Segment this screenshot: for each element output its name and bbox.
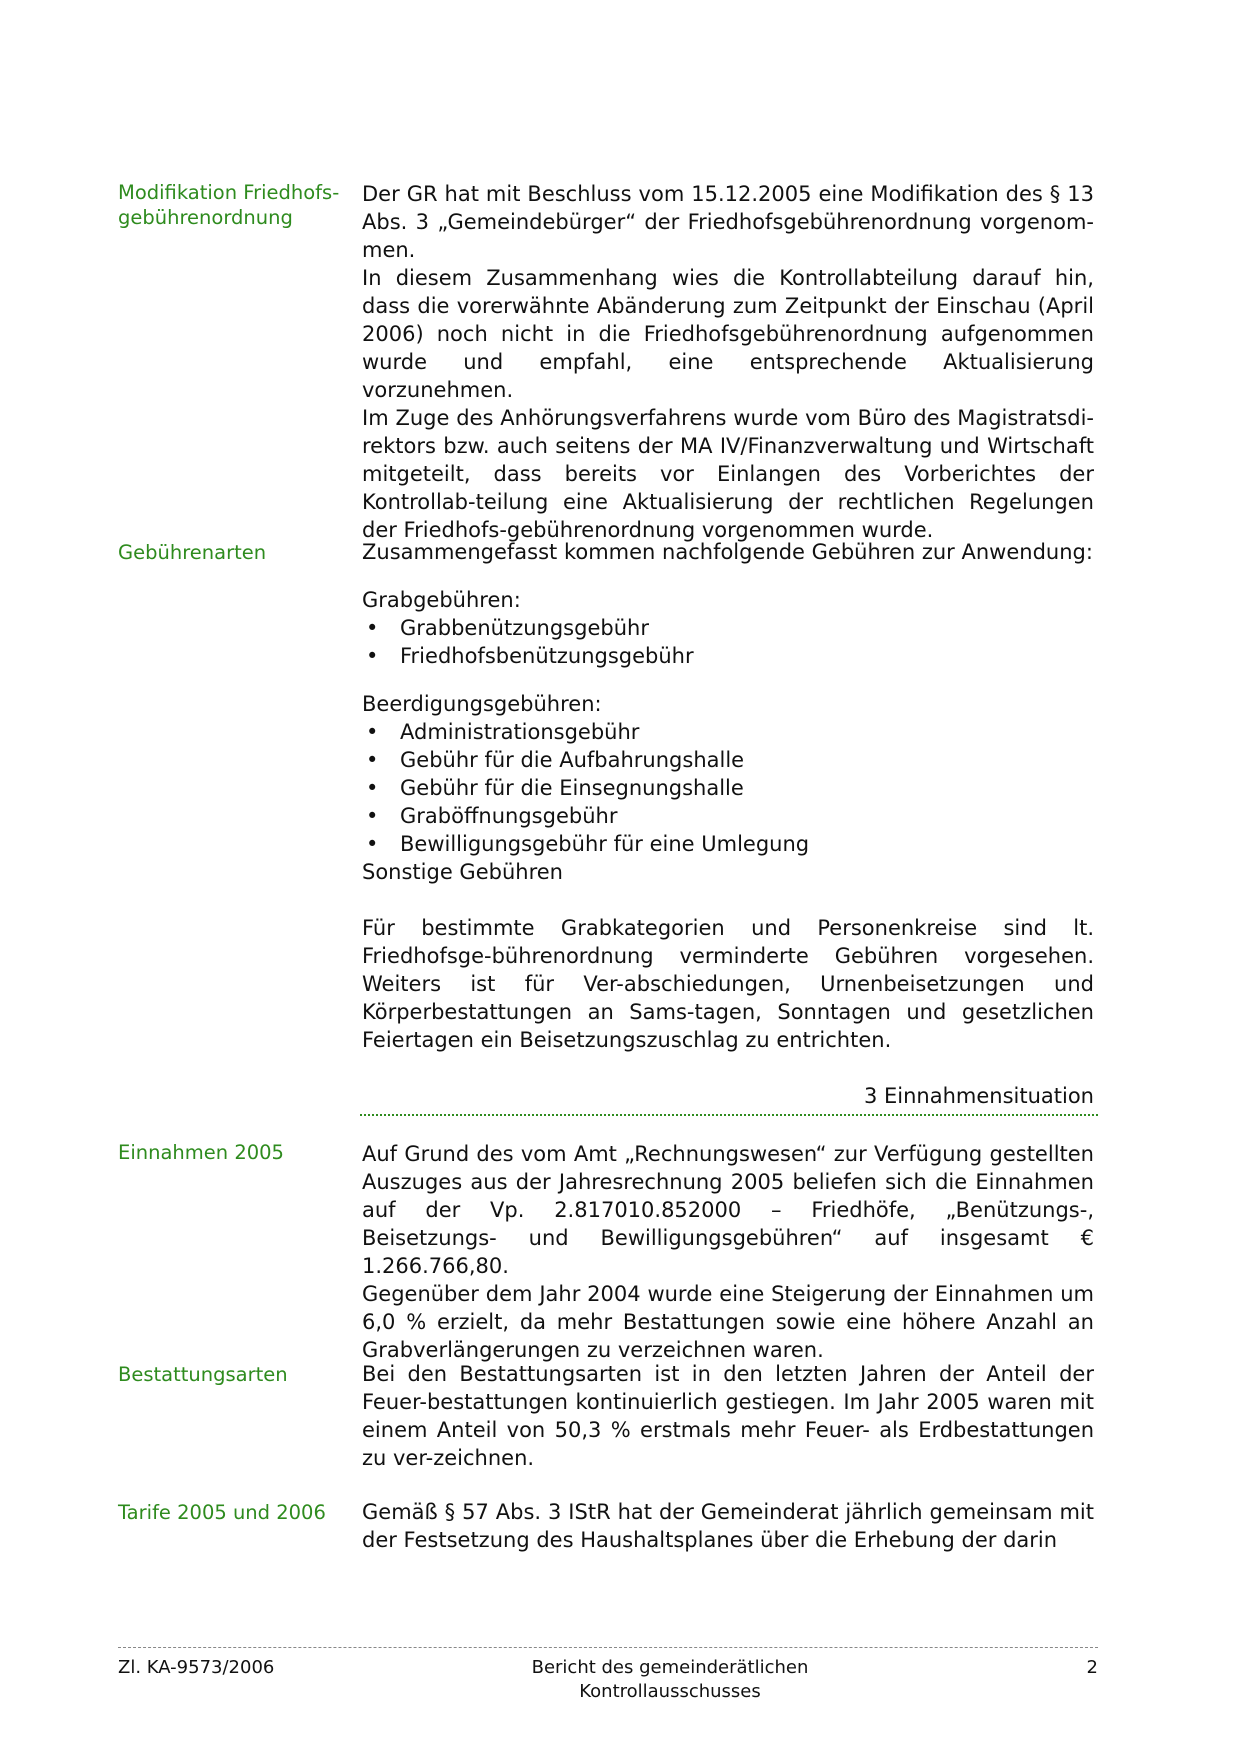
paragraph: Gegenüber dem Jahr 2004 wurde eine Steigerung der Einnahmen um 6,0 % erzielt, da mehr Bestattungen sowie eine höhere Anzahl an Grabverlängerungen zu verzeichnen waren. xyxy=(362,1282,1094,1362)
page-number: 2 xyxy=(1086,1657,1098,1678)
section-divider xyxy=(360,1114,1098,1116)
bullet-icon: • xyxy=(366,832,379,856)
paragraph-sonstige: Sonstige Gebühren xyxy=(362,860,563,884)
bullet-icon: • xyxy=(366,720,379,744)
list-item: • Gebühr für die Aufbahrungshalle xyxy=(366,748,745,772)
paragraph: Bei den Bestattungsarten ist in den letzten Jahren der Anteil der Feuer-bestattungen kontinuierlich gestiegen. Im Jahr 2005 waren mit einem Anteil von 50,3 % erstmals mehr Feuer- als Erdbestattungen zu ver-zeichnen. xyxy=(362,1362,1094,1470)
paragraph: Auf Grund des vom Amt „Rechnungswesen“ zur Verfügung gestellten Auszuges aus der Jahresrechnung 2005 beliefen sich die Einnahmen auf der Vp. 2.817010.852000 – Friedhöfe, „Benützungs-, Beisetzungs- und Bewilligungsgebühren“ auf insgesamt € 1.266.766,80. xyxy=(362,1142,1094,1278)
paragraph: Im Zuge des Anhörungsverfahrens wurde vom Büro des Magistratsdi-rektors bzw. auch seitens der MA IV/Finanzverwaltung und Wirtschaft mitgeteilt, dass bereits vor Einlangen des Vorberichtes der Kontrollab-teilung eine Aktualisierung der rechtlichen Regelungen der Friedhofs-gebührenordnung vorgenommen wurde. xyxy=(362,406,1094,542)
bullet-icon: • xyxy=(366,748,379,772)
margin-label-gebuehrenarten: Gebührenarten xyxy=(118,541,267,564)
list-grabgebuehren xyxy=(362,614,1094,670)
list-item: • Grabbenützungsgebühr xyxy=(366,616,649,640)
list-item: • Bewilligungsgebühr für eine Umlegung xyxy=(366,832,810,856)
list-item: • Friedhofsbenützungsgebühr xyxy=(366,644,694,668)
paragraph: Für bestimmte Grabkategorien und Personenkreise sind lt. Friedhofsge-bührenordnung verminderte Gebühren vorgesehen. Weiters ist für Ver-abschiedungen, Urnenbeisetzungen und Körperbestattungen an Sams-tagen, Sonntagen und gesetzlichen Feiertagen ein Beisetzungszuschlag zu entrichten. xyxy=(362,916,1094,1052)
paragraph: Zusammengefasst kommen nachfolgende Gebühren zur Anwendung: xyxy=(362,540,1093,564)
list-item: • Administrationsgebühr xyxy=(366,720,640,744)
bullet-icon: • xyxy=(366,804,379,828)
margin-label-bestattungsarten: Bestattungsarten xyxy=(118,1363,288,1386)
list-beerdigungsgebuehren xyxy=(362,718,1094,858)
margin-label-einnahmen: Einnahmen 2005 xyxy=(118,1141,284,1164)
section-bestattungsarten xyxy=(362,1360,1094,1472)
footer-title: Bericht des gemeinderätlichen Kontrollausschusses xyxy=(531,1657,809,1702)
paragraph: Gemäß § 57 Abs. 3 IStR hat der Gemeinderat jährlich gemeinsam mit der Festsetzung des Haushaltsplanes über die Erhebung der darin xyxy=(362,1500,1094,1552)
section-gebuehrenarten xyxy=(362,538,1094,1054)
footer-reference: Zl. KA-9573/2006 xyxy=(118,1657,275,1678)
bullet-icon: • xyxy=(366,644,379,668)
margin-label-modifikation: Modifikation Friedhofs-gebührenordnung xyxy=(118,181,340,229)
list-title-grabgebuehren: Grabgebühren: xyxy=(362,588,521,612)
list-item: • Gebühr für die Einsegnungshalle xyxy=(366,776,744,800)
bullet-icon: • xyxy=(366,616,379,640)
section-modifikation xyxy=(362,180,1094,544)
list-item: • Graböffnungsgebühr xyxy=(366,804,618,828)
section-tarife xyxy=(362,1498,1094,1554)
margin-label-tarife: Tarife 2005 und 2006 xyxy=(118,1501,326,1524)
paragraph: In diesem Zusammenhang wies die Kontrollabteilung darauf hin, dass die vorerwähnte Abänderung zum Zeitpunkt der Einschau (April 2006) noch nicht in die Friedhofsgebührenordnung aufgenommen wurde und empfahl, eine entsprechende Aktualisierung vorzunehmen. xyxy=(362,266,1094,402)
paragraph: Der GR hat mit Beschluss vom 15.12.2005 eine Modifikation des § 13 Abs. 3 „Gemeindebürger“ der Friedhofsgebührenordnung vorgenom-men. xyxy=(362,182,1094,262)
footer-divider xyxy=(118,1647,1098,1648)
section-einnahmen xyxy=(362,1140,1094,1364)
section-heading: 3 Einnahmensituation xyxy=(863,1084,1094,1108)
bullet-icon: • xyxy=(366,776,379,800)
list-title-beerdigungsgebuehren: Beerdigungsgebühren: xyxy=(362,692,602,716)
